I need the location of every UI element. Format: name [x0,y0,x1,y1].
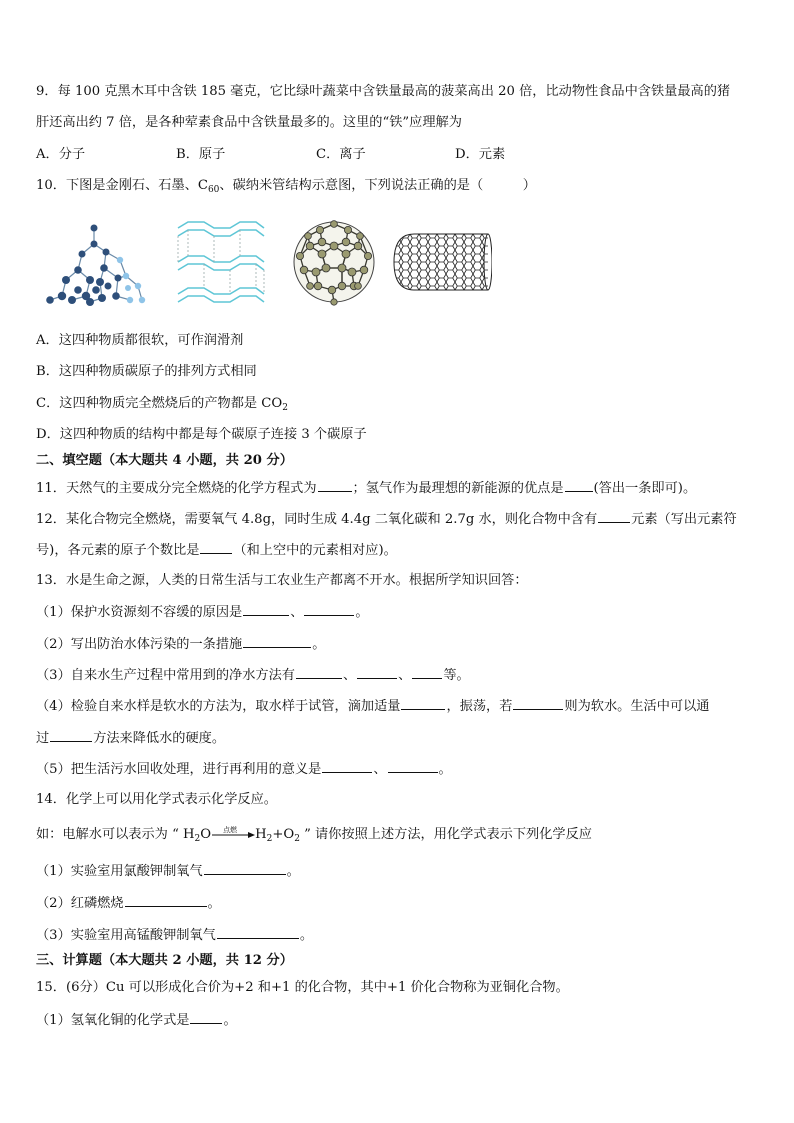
q12-line2-post: （和上空中的元素相对应)。 [233,543,397,558]
q11-pre: 11．天然气的主要成分完全燃烧的化学方程式为 [36,481,317,496]
q14-example-pre: 如：电解水可以表示为 “ H [36,827,195,842]
q14-example-o-sub: 2 [294,834,300,844]
q14-example [36,826,592,844]
q13-part4-text: （4）检验自来水样是软水的方法为，取水样于试管，滴加适量 [36,699,401,714]
q10-option-c-sub: 2 [282,403,288,413]
q13-part2-end: 。 [312,637,326,652]
q10-option-b: B．这四种物质碳原子的排列方式相同 [36,364,257,379]
q9-line2: 肝还高出约 7 倍，是各种荤素食品中含铁量最多的。这里的“铁”应理解为 [36,115,462,130]
q14-example-h-sub: 2 [266,834,273,844]
q12-line1-pre: 12．某化合物完全燃烧，需要氧气 4.8g，同时生成 4.4g 二氧化碳和 2.7g 水，则化合物中含有 [36,512,598,527]
q10-option-c [36,395,288,413]
q15-part1 [36,1011,237,1030]
q15-part1-blank[interactable] [190,1011,222,1024]
q13-part4-mid1: ，振荡，若 [446,699,513,714]
q11-blank-1[interactable] [318,479,352,492]
q10-option-a: A．这四种物质都很软，可作润滑剂 [36,333,244,348]
q12-blank-1[interactable] [598,510,630,523]
q11 [36,479,696,498]
q10-option-d: D．这四种物质的结构中都是每个碳原子连接 3 个碳原子 [36,427,367,442]
q13-part4-line2-pre: 过 [36,731,50,746]
q14-part2-blank[interactable] [125,894,207,907]
q13-part4-mid2: 则为软水。生活中可以通 [564,699,710,714]
q13-part1-blank-2[interactable] [304,603,354,616]
q10-option-c-text: C．这四种物质完全燃烧后的产物都是 CO [36,396,283,411]
q12-line2-pre: 号)，各元素的原子个数比是 [36,543,200,558]
q14-example-condition: 点燃 [223,825,238,834]
q13-part3-blank-3[interactable] [412,666,442,679]
q14-part3-blank[interactable] [217,926,299,939]
q13-part4-line1 [36,697,709,716]
q13-stem: 13．水是生命之源，人类的日常生活与工农业生产都离不开水。根据所学知识回答： [36,573,528,588]
q12-line1-post: 元素（写出元素符 [631,512,737,527]
q13-part3-text: （3）自来水生产过程中常用到的净水方法有 [36,668,295,683]
q13-part5-end: 。 [438,762,452,777]
q11-blank-2[interactable] [565,479,593,492]
q13-part1 [36,603,369,622]
section2-heading: 二、填空题（本大题共 4 小题，共 20 分） [36,453,293,468]
graphite-structure-icon [174,218,266,306]
q13-part1-blank-1[interactable] [243,603,289,616]
q14-part1-blank[interactable] [204,862,286,875]
c60-structure-icon [288,216,380,308]
q10-stem-sub: 60 [207,185,220,195]
q13-part4-line2-post: 方法来降低水的硬度。 [93,731,226,746]
q13-part3-sep2: 、 [398,668,412,683]
q13-part3 [36,666,470,685]
q12-line1 [36,510,737,529]
q13-part5-text: （5）把生活污水回收处理，进行再利用的意义是 [36,762,322,777]
q15-part1-end: 。 [223,1013,237,1028]
q13-part1-text: （1）保护水资源刻不容缓的原因是 [36,605,243,620]
q12-line2 [36,541,397,560]
q13-part3-blank-2[interactable] [357,666,397,679]
q13-part5-sep: 、 [373,762,387,777]
q13-part2 [36,635,325,654]
nanotube-structure-icon [392,230,492,294]
q14-part1-end: 。 [286,864,300,879]
q13-part5-blank-2[interactable] [388,760,438,773]
q14-part3-end: 。 [299,928,314,943]
q13-part3-sep1: 、 [342,668,357,683]
q14-part3 [36,926,313,945]
q10-stem-pre: 10．下图是金刚石、石墨、C [36,178,208,193]
q14-example-plus: +O [272,827,295,842]
q13-part2-text: （2）写出防治水体污染的一条措施 [36,637,243,652]
q11-post: (答出一条即可)。 [593,481,697,496]
q13-part5-blank-1[interactable] [322,760,372,773]
q14-part2-end: 。 [207,896,221,911]
q14-part1-text: （1）实验室用氯酸钾制氧气 [36,864,203,879]
q14-part3-text: （3）实验室用高锰酸钾制氧气 [36,928,216,943]
q14-part2 [36,894,221,913]
q13-part4-blank-3[interactable] [50,729,92,742]
q15-part1-text: （1）氢氧化铜的化学式是 [36,1013,190,1028]
q14-example-h: H [255,827,267,842]
q13-part5 [36,760,452,779]
q12-blank-2[interactable] [200,541,232,554]
q15-stem: 15．(6分）Cu 可以形成化合价为+2 和+1 的化合物，其中+1 价化合物称为亚铜化合物。 [36,980,569,995]
q14-example-h2o-sub: 2 [194,834,201,844]
q13-part2-blank[interactable] [243,635,311,648]
carbon-structures-figure [42,216,492,308]
q9-option-a: A．分子 [36,147,86,162]
q10-stem-post: 、碳纳米管结构示意图，下列说法正确的是（ ） [219,178,536,193]
q13-part3-blank-1[interactable] [296,666,342,679]
q13-part4-blank-1[interactable] [401,697,445,710]
q9-option-d: D．元素 [455,147,506,162]
q13-part4-blank-2[interactable] [513,697,563,710]
q14-example-o: O [200,827,212,842]
q11-mid: ；氢气作为最理想的新能源的优点是 [352,481,564,496]
q14-stem: 14．化学上可以用化学式表示化学反应。 [36,792,277,807]
diamond-structure-icon [42,220,154,308]
q9-line1: 9．每 100 克黑木耳中含铁 185 毫克，它比绿叶蔬菜中含铁量最高的菠菜高出 20 倍，比动物性食品中含铁量最高的猪 [36,84,731,99]
q13-part1-end: 。 [355,605,369,620]
q9-option-b: B．原子 [176,147,226,162]
q13-part4-line2 [36,729,225,748]
q10-stem [36,177,536,195]
q14-part2-text: （2）红磷燃烧 [36,896,124,911]
reaction-arrow-icon [211,825,255,841]
q13-part3-end: 等。 [443,668,470,683]
q9-option-c: C．离子 [316,147,366,162]
q14-part1 [36,862,300,881]
section3-heading: 三、计算题（本大题共 2 小题，共 12 分） [36,953,293,968]
q14-example-post: ” 请你按照上述方法，用化学式表示下列化学反应 [299,827,592,842]
q13-part1-sep: 、 [290,605,304,620]
